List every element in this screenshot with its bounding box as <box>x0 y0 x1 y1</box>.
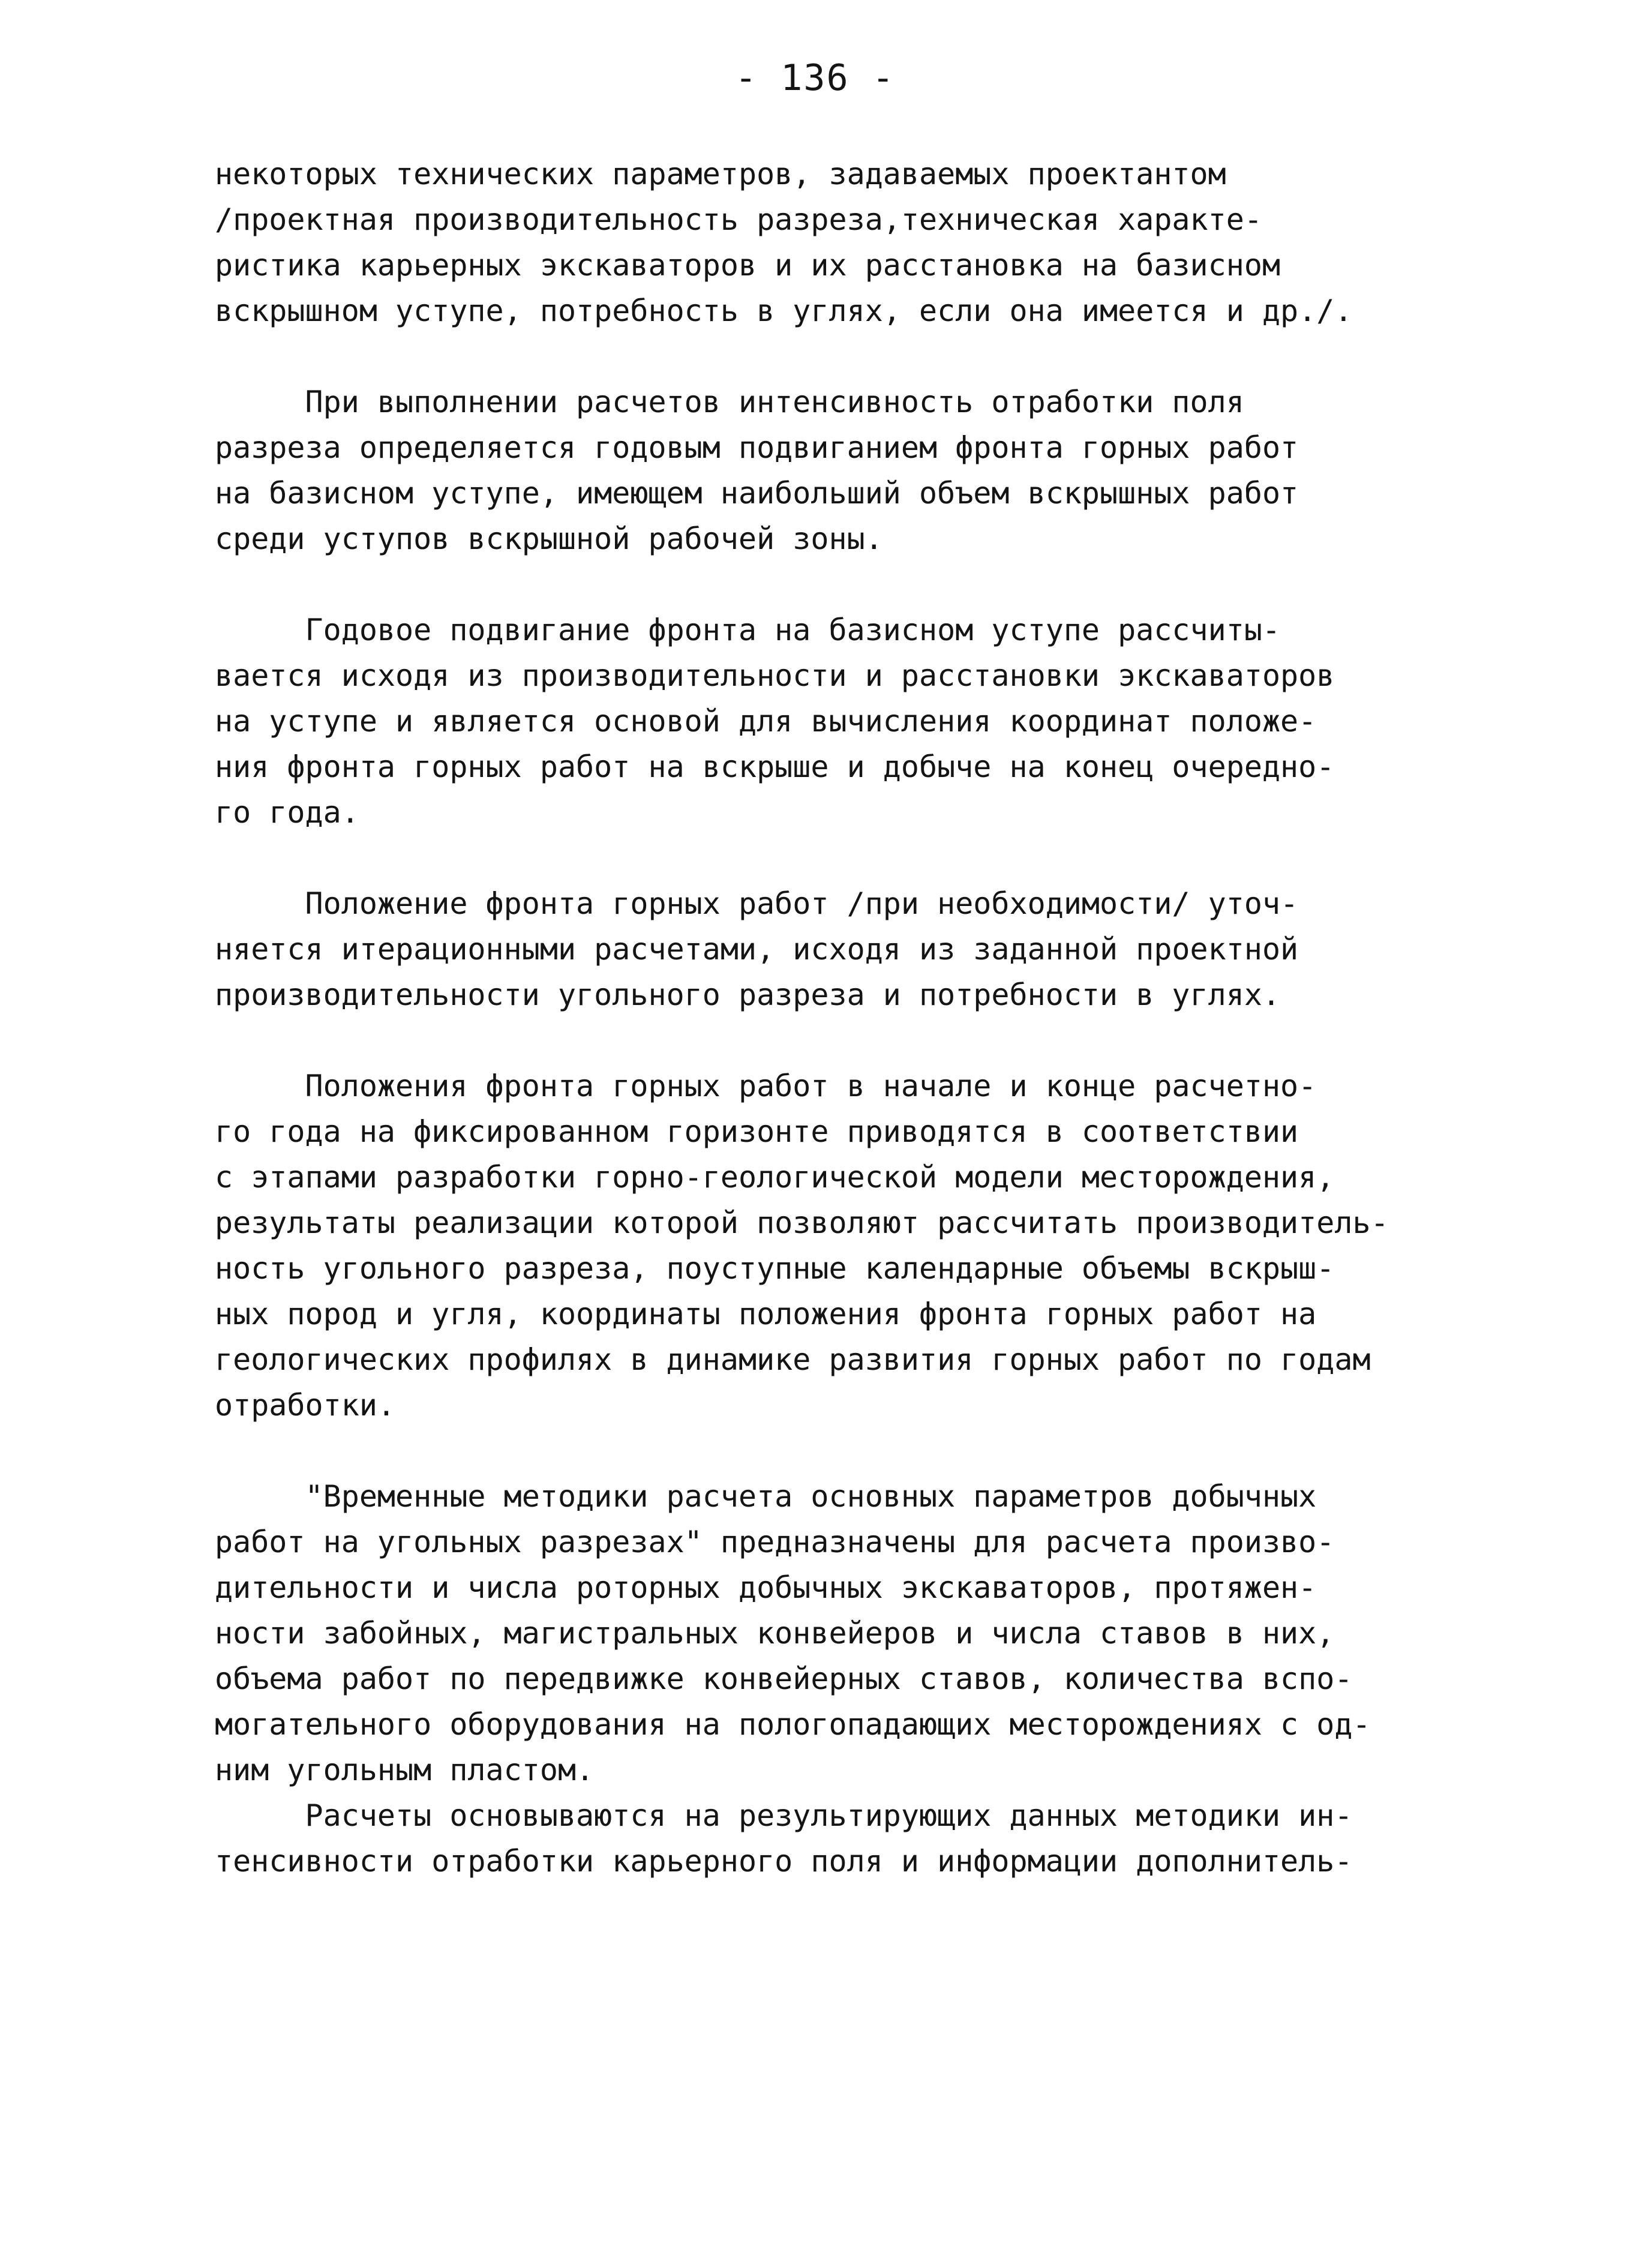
text-line: на базисном уступе, имеющем наибольший объем вскрышных работ <box>215 476 1299 511</box>
text-line: производительности угольного разреза и потребности в углях. <box>215 977 1281 1012</box>
text-line: отработки. <box>215 1388 396 1423</box>
paragraph <box>215 1793 1451 1884</box>
text-line: /проектная производительность разреза,техническая характе- <box>215 202 1262 237</box>
text-line: могательного оборудования на пологопадающих месторождениях с од- <box>215 1707 1371 1742</box>
text-line: тенсивности отработки карьерного поля и информации дополнитель- <box>215 1844 1353 1879</box>
text-line: дительности и числа роторных добычных экскаваторов, протяжен- <box>215 1570 1317 1605</box>
text-line: Положения фронта горных работ в начале и конце расчетно- <box>215 1069 1317 1103</box>
text-line: "Временные методики расчета основных параметров добычных <box>215 1479 1317 1514</box>
text-line: Положение фронта горных работ /при необходимости/ уточ- <box>215 886 1299 921</box>
text-line: ности забойных, магистральных конвейеров и числа ставов в них, <box>215 1616 1335 1651</box>
text-line: геологических профилях в динамике развития горных работ по годам <box>215 1342 1371 1377</box>
body-text <box>215 151 1451 1930</box>
text-line: разреза определяется годовым подвиганием фронта горных работ <box>215 430 1299 465</box>
text-line: вается исходя из производительности и расстановки экскаваторов <box>215 658 1335 693</box>
paragraph <box>215 151 1451 334</box>
text-line: среди уступов вскрышной рабочей зоны. <box>215 521 883 556</box>
text-line: го года на фиксированном горизонте приводятся в соответствии <box>215 1114 1299 1149</box>
text-line: Расчеты основываются на результирующих данных методики ин- <box>215 1798 1353 1833</box>
text-line: ним угольным пластом. <box>215 1753 595 1787</box>
text-line: ния фронта горных работ на вскрыше и добыче на конец очередно- <box>215 749 1335 784</box>
text-line: результаты реализации которой позволяют рассчитать производитель- <box>215 1205 1389 1240</box>
text-line: работ на угольных разрезах" предназначены для расчета произво- <box>215 1525 1335 1559</box>
text-line: няется итерационными расчетами, исходя из заданной проектной <box>215 932 1299 967</box>
paragraph <box>215 607 1451 835</box>
page-number: - 136 - <box>735 57 895 99</box>
text-line: При выполнении расчетов интенсивность отработки поля <box>215 385 1244 419</box>
text-line: ристика карьерных экскаваторов и их расстановка на базисном <box>215 248 1281 283</box>
paragraph <box>215 1063 1451 1428</box>
text-line: ность угольного разреза, поуступные календарные объемы вскрыш- <box>215 1251 1335 1286</box>
text-line: на уступе и является основой для вычисления координат положе- <box>215 704 1317 739</box>
text-line: с этапами разработки горно-геологической модели месторождения, <box>215 1160 1335 1195</box>
text-line: объема работ по передвижке конвейерных ставов, количества вспо- <box>215 1661 1353 1696</box>
text-line: вскрышном уступе, потребность в углях, если она имеется и др./. <box>215 293 1353 328</box>
paragraph <box>215 1474 1451 1793</box>
text-line: ных пород и угля, координаты положения фронта горных работ на <box>215 1297 1317 1331</box>
paragraph <box>215 881 1451 1018</box>
text-line: го года. <box>215 795 359 830</box>
text-line: Годовое подвигание фронта на базисном уступе рассчиты- <box>215 613 1281 647</box>
paragraph <box>215 379 1451 562</box>
text-line: некоторых технических параметров, задаваемых проектантом <box>215 157 1226 191</box>
